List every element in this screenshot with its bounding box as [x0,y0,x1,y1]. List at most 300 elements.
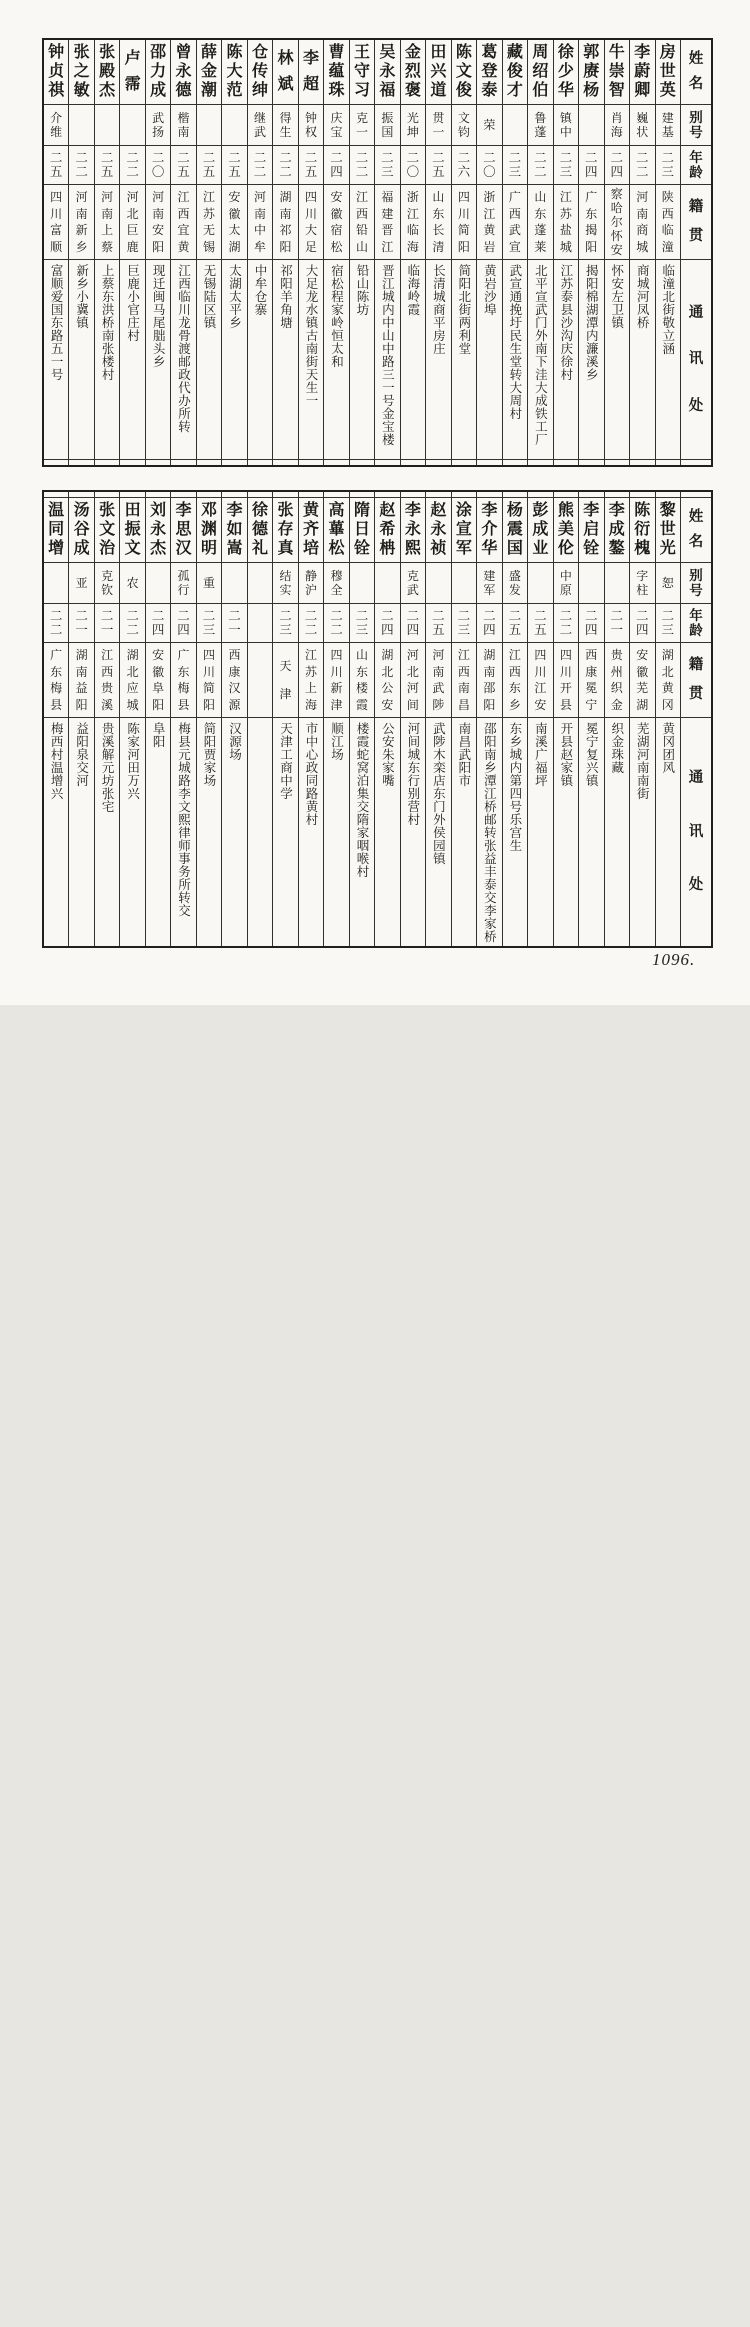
char: 褒 [404,82,421,99]
name-cell [503,498,527,563]
char: 二 [253,150,267,165]
char: 中 [559,125,572,139]
char: 文 [99,521,116,538]
char: 五 [177,165,190,179]
address-cell [197,718,221,946]
char: 生 [279,125,292,139]
char: 楷 [177,111,190,125]
header-alias-cell [681,563,711,604]
origin-cell [401,643,425,718]
char: 鏊 [608,540,625,557]
vertical-address-text: 商城河凤桥 [635,264,650,329]
char: 城 [126,698,139,713]
vertical-address-text: 富顺爱国东路五一号 [49,264,64,381]
char: 陟 [432,698,445,713]
char: 川 [203,664,216,679]
char: 二 [661,608,675,623]
char: 黄 [661,681,674,696]
char: 二 [202,608,216,623]
char: 东 [355,664,368,679]
char: 江 [457,647,470,662]
char: 陈 [634,502,651,519]
vertical-address-text: 冕宁复兴镇 [584,722,599,787]
alias-cell [579,105,603,146]
roster-table-bottom [42,490,713,948]
char: 铅 [355,223,368,238]
person-column [323,40,348,465]
vertical-address-text: 开县赵家镇 [558,722,573,787]
char: 牛 [608,44,625,61]
char: 房 [659,44,676,61]
char: 东 [508,681,521,696]
person-column [629,40,654,465]
char: 二 [636,150,649,165]
char: 三 [279,623,292,637]
vertical-address-text: 简阳贾家场 [202,722,217,787]
char: 怀 [610,229,623,243]
age-cell [426,604,450,643]
char: 阜 [152,681,165,696]
char: 王 [353,44,370,61]
alias-cell [630,105,654,146]
char: 阳 [203,698,216,713]
alias-cell [452,563,476,604]
char: 上 [101,223,114,238]
name-cell [222,498,246,563]
char: 嵩 [226,540,243,557]
name-cell [375,498,399,563]
char: 葛 [481,44,498,61]
char: 潮 [201,82,218,99]
char: 兴 [430,63,447,80]
char: 通 [688,770,704,787]
char: 一 [228,623,241,637]
char: 崇 [608,63,625,80]
origin-cell [44,643,68,718]
vertical-address-text: 中牟仓寨 [253,264,267,316]
age-cell [146,604,170,643]
origin-cell [69,185,93,260]
char: 培 [302,540,319,557]
char: 李 [608,502,625,519]
char: 川 [457,206,470,221]
name-cell [44,498,68,563]
char: 长 [432,223,445,238]
char: 习 [353,82,370,99]
char: 真 [277,540,294,557]
char: 五 [432,623,445,637]
char: 三 [559,165,573,179]
age-cell [452,146,476,185]
char: 国 [506,540,523,557]
char: 五 [202,165,216,179]
char: 湖 [228,240,241,255]
char: 二 [636,608,649,623]
char: 号 [689,125,703,140]
char: 日 [353,521,370,538]
char: 西 [585,647,598,662]
alias-cell [579,563,603,604]
char: 二 [330,150,343,165]
char: 阳 [457,240,470,255]
vertical-address-text: 江苏泰县沙沟庆徐村 [558,264,573,381]
table-edge-strip [605,459,629,465]
age-cell [171,604,195,643]
char: 州 [610,664,623,679]
person-column [451,40,476,465]
origin-cell [630,185,654,260]
char: 武 [254,125,267,139]
char: 英 [659,82,676,99]
char: 成 [608,521,625,538]
char: 黄 [177,240,190,255]
char: 光 [406,111,419,125]
char: 李 [302,50,319,68]
char: 贯 [432,111,445,125]
header-name-cell [681,40,711,105]
origin-cell [375,185,399,260]
char: 河 [126,189,139,204]
char: 湖 [483,647,496,662]
alias-cell [299,105,323,146]
char: 建 [661,111,674,125]
char: 建 [483,569,496,583]
char: 周 [532,44,549,61]
char: 钟 [48,44,65,61]
char: 希 [379,521,396,538]
vertical-address-text: 楼霞蛇窝泊集交隋家咽喉村 [354,722,369,878]
char: 霞 [355,698,368,713]
char: 武 [406,583,419,597]
table-edge-strip [503,459,527,465]
char: 南 [432,664,445,679]
char: 苏 [203,206,216,221]
char: 业 [532,540,549,557]
char: 绍 [532,63,549,80]
name-cell [605,498,629,563]
char: 二 [508,608,522,623]
address-cell [605,260,629,459]
char: 一 [432,125,445,139]
person-column [221,40,246,465]
age-cell [69,146,93,185]
person-column [527,40,552,465]
char: 〇 [406,165,420,179]
char: 伯 [532,82,549,99]
age-cell [375,146,399,185]
char: 尔 [610,215,623,229]
char: 农 [126,576,139,590]
char: 西 [508,206,521,221]
person-column [349,492,374,946]
age-cell [248,604,272,643]
age-cell [95,146,119,185]
person-column [298,492,323,946]
person-column [94,40,119,465]
char: 四 [151,623,165,637]
char: 邓 [201,502,218,519]
address-cell [69,260,93,459]
char: 少 [557,63,574,80]
char: 河 [152,189,165,204]
char: 二 [279,150,292,165]
char: 钟 [304,111,317,125]
address-cell [171,718,195,946]
alias-cell [222,563,246,604]
age-cell [401,604,425,643]
char: 蕴 [328,63,345,80]
header-name-cell [681,498,711,563]
char: 三 [508,165,522,179]
person-column [374,492,399,946]
char: 东 [432,206,445,221]
char: 河 [432,647,445,662]
char: 楼 [355,681,368,696]
address-cell [299,718,323,946]
char: 汉 [175,540,192,557]
char: 二 [432,150,445,165]
origin-cell [95,643,119,718]
char: 安 [152,647,165,662]
table-edge-strip [146,459,170,465]
age-cell [197,146,221,185]
char: 黄 [302,502,319,519]
char: 湖 [126,647,139,662]
name-cell [146,40,170,105]
char: 力 [150,63,167,80]
age-cell [95,604,119,643]
char: 川 [330,664,343,679]
char: 二 [534,150,547,165]
char: 山 [355,647,368,662]
char: 富 [50,223,63,238]
char: 梅 [50,681,63,696]
address-cell [324,260,348,459]
char: 超 [302,75,319,93]
origin-cell [146,643,170,718]
char: 应 [126,681,139,696]
char: 南 [75,206,88,221]
vertical-address-text: 贵溪解元坊张宅 [100,722,115,813]
origin-cell [503,185,527,260]
char: 文 [124,540,141,557]
alias-cell [69,105,93,146]
char: 彭 [532,502,549,519]
char: 卿 [634,82,651,99]
char: 张 [277,502,294,519]
char: 涂 [455,502,472,519]
vertical-address-text: 新乡小冀镇 [74,264,89,329]
char: 二 [483,150,496,165]
char: 四 [203,647,216,662]
alias-cell [222,105,246,146]
name-cell [579,40,603,105]
name-cell [324,498,348,563]
char: 杰 [150,540,167,557]
char: 阳 [75,698,88,713]
address-cell [528,260,552,459]
origin-cell [452,643,476,718]
char: 李 [481,502,498,519]
char: 二 [661,150,675,165]
char: 三 [661,165,675,179]
vertical-address-text: 大足龙水镇古南街天生一 [303,264,318,407]
char: 阳 [279,240,292,255]
char: 上 [304,681,317,696]
char: 贵 [610,647,623,662]
char: 江 [559,189,572,204]
table-edge-strip [528,459,552,465]
header-address-cell [681,718,711,946]
vertical-address-text: 武宣通挽圩民生堂转大周村 [507,264,522,420]
vertical-address-text: 巨鹿小官庄村 [125,264,140,342]
vertical-address-text: 怀安左卫镇 [609,264,624,329]
char: 如 [226,521,243,538]
alias-cell [401,563,425,604]
alias-cell [605,563,629,604]
char: 介 [50,111,63,125]
char: 南 [483,664,496,679]
char: 四 [50,189,63,204]
char: 邵 [483,681,496,696]
char: 才 [506,82,523,99]
alias-cell [656,563,680,604]
char: 开 [559,681,572,696]
name-cell [452,498,476,563]
char: 二 [406,150,420,165]
address-cell [120,718,144,946]
person-column [604,492,629,946]
char: 智 [608,82,625,99]
char: 克 [101,569,114,583]
char: 二 [100,608,114,623]
vertical-address-text: 太湖太平乡 [227,264,242,329]
vertical-address-text: 南溪广福坪 [533,722,548,787]
address-cell [579,718,603,946]
char: 顺 [50,240,63,255]
char: 东 [50,664,63,679]
char: 江 [406,206,419,221]
char: 徽 [152,664,165,679]
char: 赓 [583,63,600,80]
table-edge-strip [630,459,654,465]
char: 珠 [328,82,345,99]
alias-cell [197,563,221,604]
char: 北 [406,664,419,679]
origin-cell [222,643,246,718]
char: 广 [508,189,521,204]
char: 临 [661,223,674,238]
alias-cell [554,563,578,604]
char: 五 [534,623,547,637]
address-cell [401,260,425,459]
name-cell [171,40,195,105]
person-column [170,492,195,946]
char: 昌 [457,698,470,713]
char: 庆 [330,111,343,125]
char: 之 [73,63,90,80]
name-cell [401,40,425,105]
char: 田 [124,502,141,519]
char: 二 [253,165,267,179]
age-cell [324,146,348,185]
char: 邵 [150,44,167,61]
char: 美 [557,521,574,538]
char: 刘 [150,502,167,519]
origin-cell [222,185,246,260]
alias-cell [630,563,654,604]
char: 哈 [610,201,623,215]
origin-cell [299,185,323,260]
char: 贵 [101,681,114,696]
char: 北 [126,664,139,679]
char: 盐 [559,223,572,238]
char: 杨 [506,502,523,519]
char: 乡 [508,698,521,713]
char: 广 [585,189,598,204]
char: 二 [177,150,190,165]
char: 重 [203,576,216,590]
table-edge-strip [426,459,450,465]
table-edge-strip [656,459,680,465]
char: 国 [381,125,394,139]
char: 蔡 [101,240,114,255]
char: 贞 [48,63,65,80]
char: 金 [610,698,623,713]
char: 字 [636,569,649,583]
char: 海 [406,240,419,255]
alias-cell [95,563,119,604]
name-cell [528,498,552,563]
char: 荣 [483,118,496,132]
char: 华 [481,540,498,557]
char: 南 [636,206,649,221]
char: 河 [75,189,88,204]
person-column [44,40,68,465]
char: 三 [381,165,394,179]
char: 行 [177,583,190,597]
origin-cell [197,185,221,260]
address-cell [477,718,501,946]
char: 三 [457,623,471,637]
name-cell [222,40,246,105]
address-cell [656,718,680,946]
table-edge-strip [95,459,119,465]
char: 权 [304,125,317,139]
char: 张 [99,44,116,61]
vertical-address-text: 上蔡东洪桥南张楼村 [100,264,115,381]
origin-cell [401,185,425,260]
char: 安 [228,189,241,204]
char: 安 [610,243,623,257]
char: 河 [254,189,267,204]
origin-cell [146,185,170,260]
person-column [553,492,578,946]
alias-cell [605,105,629,146]
name-cell [579,498,603,563]
name-cell [350,498,374,563]
char: 阳 [483,698,496,713]
char: 〇 [483,165,496,179]
scanned-page [0,0,750,1005]
char: 安 [636,647,649,662]
address-cell [426,260,450,459]
age-cell [554,146,578,185]
person-column [247,492,272,946]
char: 祁 [279,223,292,238]
table-edge-strip [375,459,399,465]
age-cell [375,604,399,643]
